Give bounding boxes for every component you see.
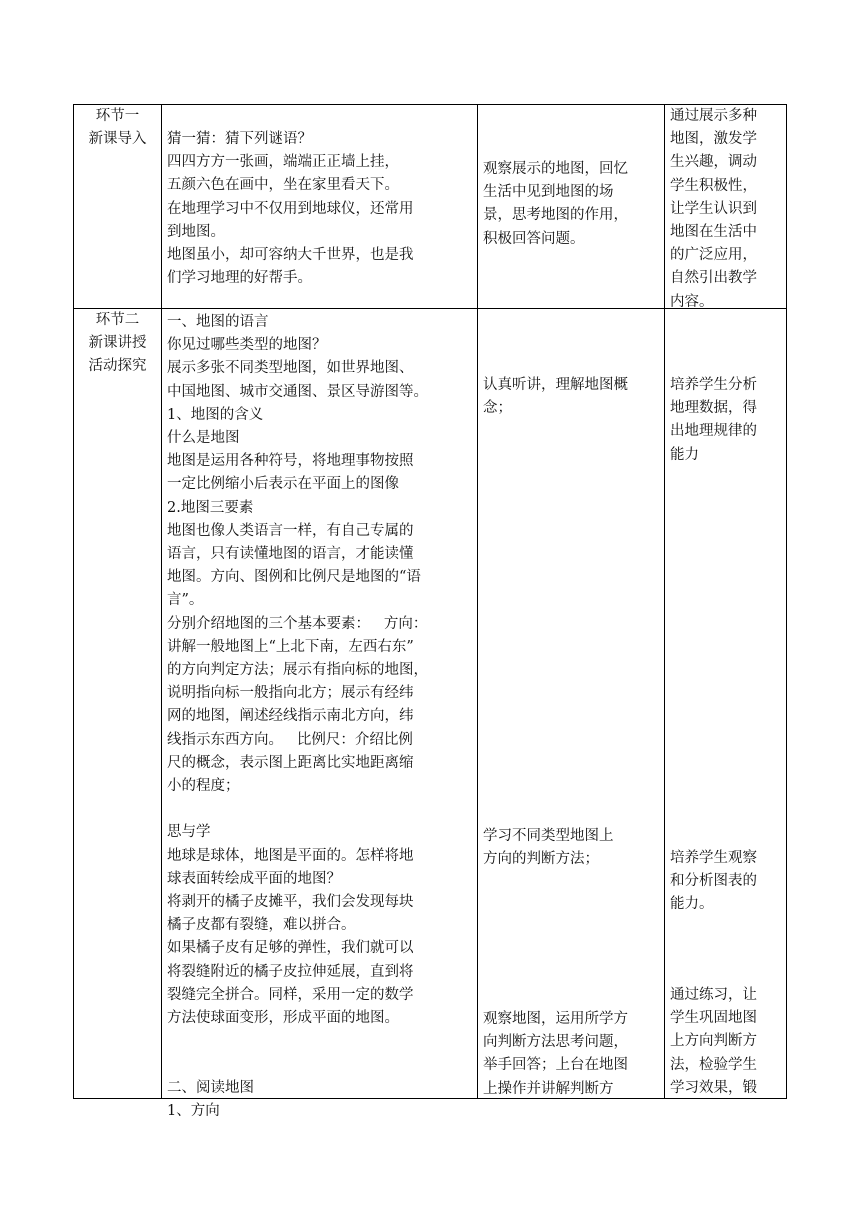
- design-intent-cell: [665, 105, 787, 309]
- text-line: 尺的概念，表示图上距离比实地距离缩: [167, 754, 414, 771]
- text-line: 生活中见到地图的场: [483, 184, 614, 201]
- text-line: 橘子皮都有裂缝，难以拼合。: [167, 917, 356, 934]
- text-line: 培养学生分析: [670, 377, 757, 393]
- text-line: 1、方向: [167, 1102, 220, 1119]
- text-line: 方向的判断方法；: [483, 851, 599, 868]
- text-line: 能力: [670, 446, 699, 463]
- text-line: 什么是地图: [167, 430, 240, 447]
- text-line: 景，思考地图的作用，: [483, 207, 628, 224]
- text-line: 言”。: [167, 592, 204, 609]
- text-line: 认真听讲，理解地图概: [483, 377, 628, 393]
- text-line: 讲解一般地图上“上北下南，左西右东”: [167, 638, 414, 655]
- text-line: 观察展示的地图，回忆: [483, 161, 628, 177]
- design-intent-cell: [665, 309, 787, 1099]
- text-line: 2.地图三要素: [167, 499, 254, 516]
- text-line: 二、阅读地图: [167, 1079, 254, 1096]
- text-line: 展示多张不同类型地图，如世界地图、: [167, 360, 414, 377]
- blank-line: [167, 1053, 472, 1076]
- text-line: 学生积极性，: [670, 177, 757, 194]
- text-line: 如果橘子皮有足够的弹性，我们就可以: [167, 940, 414, 957]
- stage-cell: [74, 309, 162, 1099]
- text-line: 念；: [483, 400, 512, 417]
- text-line: 地图，激发学: [670, 131, 757, 148]
- stage-label-line: 环节二: [95, 312, 140, 328]
- stage-label-line: 新课导入: [88, 131, 147, 148]
- text-line: 猜一猜：猜下列谜语？: [167, 131, 312, 147]
- text-line: 出地理规律的: [670, 423, 757, 440]
- text-line: 五颜六色在画中，坐在家里看天下。: [167, 177, 399, 194]
- text-line: 思与学: [167, 824, 211, 841]
- table-row: [74, 309, 787, 1099]
- blank-line: [167, 798, 472, 821]
- lesson-plan-table: [73, 104, 787, 1119]
- text-line: 小的程度；: [167, 778, 240, 795]
- stage-label-line: 新课讲授: [88, 335, 147, 352]
- text-line: 球表面转绘成平面的地图？: [167, 870, 341, 887]
- text-line: 语言，只有读懂地图的语言，才能读懂: [167, 546, 414, 563]
- text-line: 裂缝完全拼合。同样，采用一定的数学: [167, 986, 414, 1003]
- text-line: 在地理学习中不仅用到地球仪，还常用: [167, 200, 414, 217]
- teacher-activity-cell: [162, 105, 478, 309]
- text-line: 通过展示多种: [670, 108, 757, 124]
- text-line: 学习不同类型地图上: [483, 828, 614, 844]
- text-line: 们学习地理的好帮手。: [167, 270, 312, 287]
- teacher-activity-cell: [162, 309, 478, 1119]
- text-line: 通过练习，让: [670, 987, 757, 1003]
- text-line: 地球是球体，地图是平面的。怎样将地: [167, 847, 414, 864]
- text-line: 能力。: [670, 896, 714, 913]
- text-line: 方法使球面变形，形成平面的地图。: [167, 1010, 399, 1027]
- text-line: 线指示东西方向。 比例尺：介绍比例: [167, 731, 413, 748]
- text-line: 生兴趣，调动: [670, 154, 757, 171]
- text-line: 学生巩固地图: [670, 1010, 757, 1027]
- text-line: 1、地图的含义: [167, 406, 264, 423]
- text-line: 举手回答；上台在地图: [483, 1057, 628, 1074]
- text-line: 法，检验学生: [670, 1056, 757, 1073]
- stage-label-line: 环节一: [95, 108, 140, 124]
- text-line: 地图在生活中: [670, 224, 757, 241]
- text-line: 地图也像人类语言一样，有自己专属的: [167, 522, 414, 539]
- text-line: 将裂缝附近的橘子皮拉伸延展，直到将: [167, 963, 414, 980]
- text-line: 向判断方法思考问题，: [483, 1034, 628, 1051]
- text-line: 和分析图表的: [670, 873, 757, 890]
- text-line: 地图是运用各种符号，将地理事物按照: [167, 453, 414, 470]
- stage-label-line: 活动探究: [88, 358, 147, 375]
- text-line: 地图。方向、图例和比例尺是地图的“语: [167, 569, 421, 586]
- text-line: 的方向判定方法；展示有指向标的地图，: [167, 662, 428, 679]
- student-activity-cell: [478, 309, 665, 1099]
- text-line: 培养学生观察: [670, 850, 757, 866]
- text-line: 自然引出教学: [670, 270, 757, 287]
- text-line: 一定比例缩小后表示在平面上的图像: [167, 476, 399, 493]
- text-line: 地图虽小，却可容纳大千世界，也是我: [167, 247, 414, 264]
- text-line: 说明指向标一般指向北方；展示有经纬: [167, 685, 414, 702]
- table-row: [74, 105, 787, 309]
- text-line: 中国地图、城市交通图、景区导游图等。: [167, 383, 428, 400]
- text-line: 让学生认识到: [670, 200, 757, 217]
- text-line: 你见过哪些类型的地图？: [167, 337, 327, 354]
- text-line: 到地图。: [167, 223, 225, 240]
- text-line: 一、地图的语言: [167, 314, 269, 330]
- text-line: 积极回答问题。: [483, 230, 585, 247]
- text-line: 内容。: [670, 293, 714, 310]
- text-line: 观察地图，运用所学方: [483, 1011, 628, 1027]
- text-line: 的广泛应用，: [670, 247, 757, 264]
- text-line: 学习效果，锻: [670, 1079, 757, 1096]
- stage-cell: [74, 105, 162, 309]
- text-line: 分别介绍地图的三个基本要素： 方向：: [167, 615, 428, 632]
- text-line: 上方向判断方: [670, 1033, 757, 1050]
- text-line: 将剥开的橘子皮摊平，我们会发现每块: [167, 894, 414, 911]
- text-line: 地理数据，得: [670, 400, 757, 417]
- text-line: 四四方方一张画，端端正正墙上挂，: [167, 154, 399, 171]
- text-line: 上操作并讲解判断方: [483, 1080, 614, 1097]
- blank-line: [167, 1030, 472, 1053]
- student-activity-cell: [478, 105, 665, 309]
- text-line: 网的地图，阐述经线指示南北方向，纬: [167, 708, 414, 725]
